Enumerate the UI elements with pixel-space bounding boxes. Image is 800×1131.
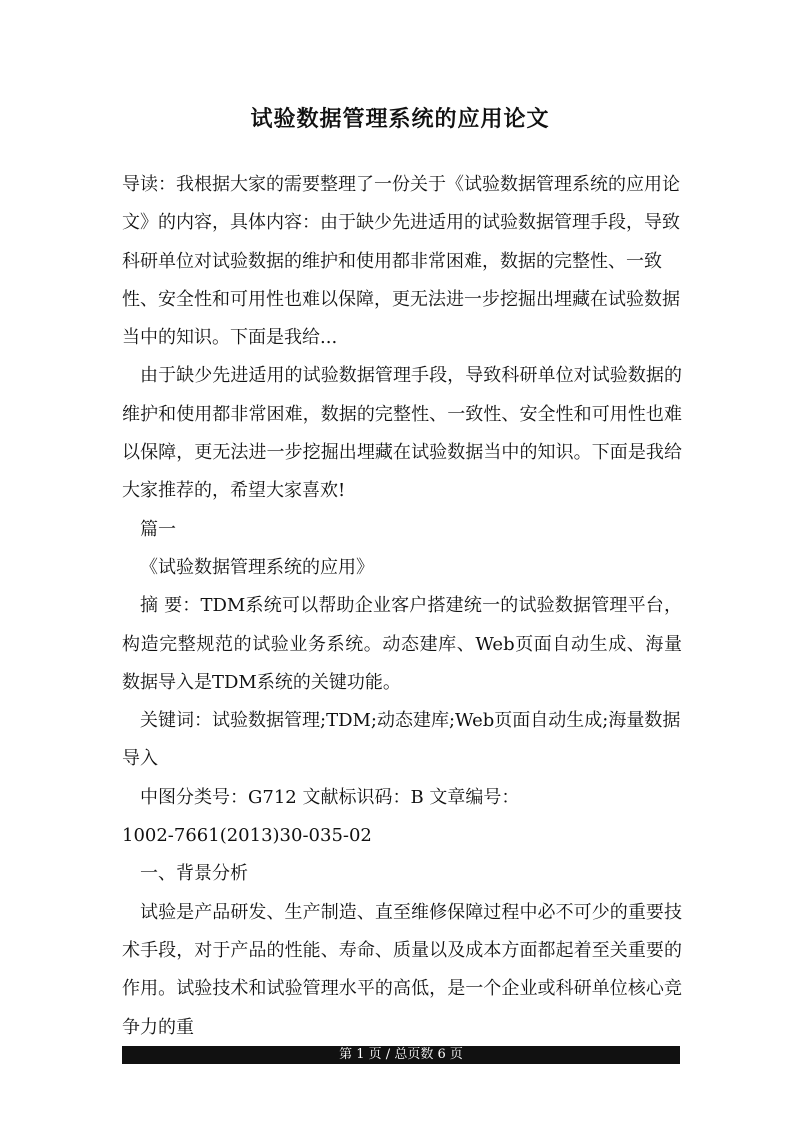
article-number-line: 1002-7661(2013)30-035-02 — [122, 825, 372, 847]
document-body — [122, 166, 682, 1047]
article-title: 《试验数据管理系统的应用》 — [140, 556, 374, 578]
background-paragraph: 试验是产品研发、生产制造、直至维修保障过程中必不可少的重要技术手段，对于产品的性能、寿命、质量以及成本方面都起着至关重要的作用。试验技术和试验管理水平的高低，是一个企业或科研单位核心竞争力的重 — [122, 901, 682, 1038]
section-heading: 一、背景分析 — [140, 863, 248, 885]
intro-paragraph: 导读：我根据大家的需要整理了一份关于《试验数据管理系统的应用论文》的内容，具体内容：由于缺少先进适用的试验数据管理手段，导致科研单位对试验数据的维护和使用都非常困难，数据的完整性、一致性、安全性和可用性也难以保障，更无法进一步挖掘出埋藏在试验数据当中的知识。下面是我给... — [122, 174, 680, 349]
body-paragraph: 由于缺少先进适用的试验数据管理手段，导致科研单位对试验数据的维护和使用都非常困难，数据的完整性、一致性、安全性和可用性也难以保障，更无法进一步挖掘出埋藏在试验数据当中的知识。下面是我给大家推荐的，希望大家喜欢! — [122, 365, 682, 502]
page-footer-indicator: 第 1 页 / 总页数 6 页 — [122, 1046, 680, 1064]
abstract-paragraph: 摘 要：TDM系统可以帮助企业客户搭建统一的试验数据管理平台，构造完整规范的试验业务系统。动态建库、Web页面自动生成、海量数据导入是TDM系统的关键功能。 — [122, 595, 682, 693]
classification-line: 中图分类号：G712 文献标识码：B 文章编号： — [140, 786, 520, 808]
keywords-line: 关键词：试验数据管理;TDM;动态建库;Web页面自动生成;海量数据导入 — [122, 710, 681, 770]
document-title: 试验数据管理系统的应用论文 — [250, 106, 550, 132]
section-label: 篇一 — [140, 518, 176, 540]
